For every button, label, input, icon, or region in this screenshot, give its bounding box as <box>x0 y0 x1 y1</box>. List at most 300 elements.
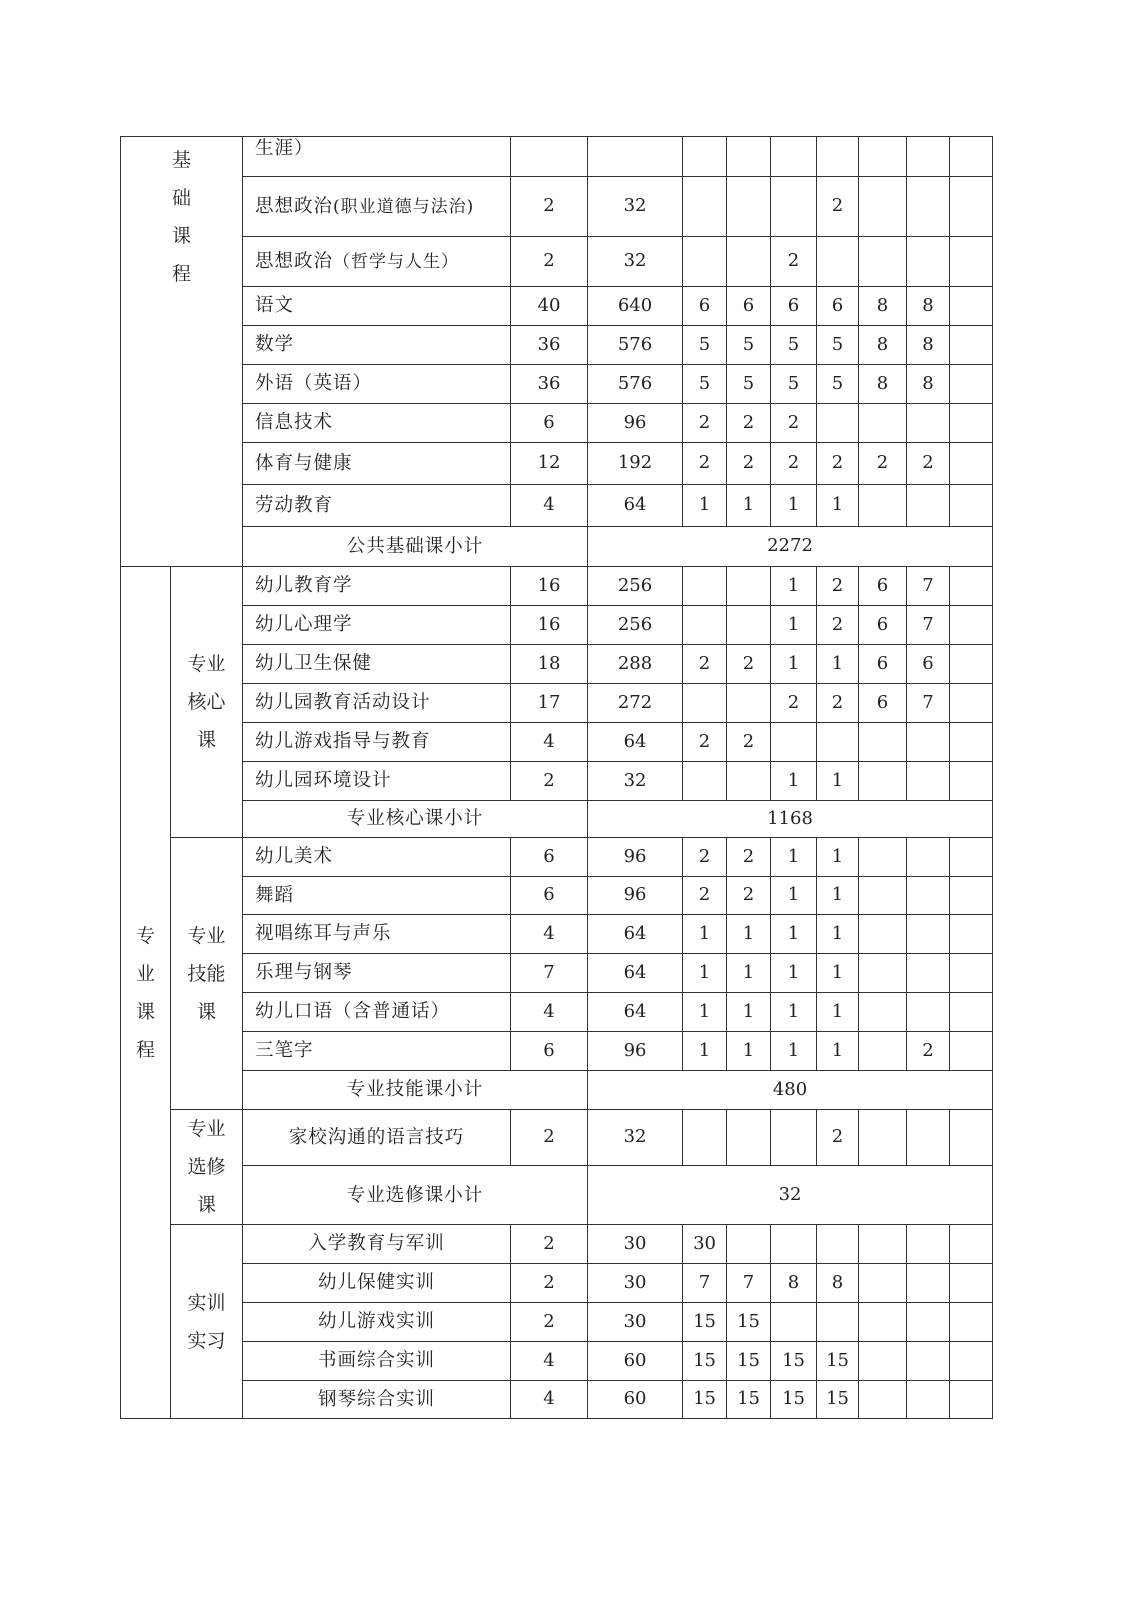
semester-2-cell <box>727 762 771 801</box>
credits-cell: 12 <box>511 443 588 485</box>
remark-cell <box>950 1303 993 1342</box>
category-cell-public <box>121 137 243 567</box>
semester-3-cell: 1 <box>771 645 817 684</box>
semester-1-cell: 2 <box>683 443 727 485</box>
semester-3-cell <box>771 1110 817 1166</box>
table-row <box>121 326 993 365</box>
table-row <box>121 838 993 877</box>
semester-1-cell: 1 <box>683 993 727 1032</box>
semester-2-cell: 5 <box>727 326 771 365</box>
semester-2-cell <box>727 1225 771 1264</box>
remark-cell <box>950 237 993 287</box>
semester-1-cell: 5 <box>683 326 727 365</box>
credits-cell: 4 <box>511 1342 588 1381</box>
category-label: 专 业 课 程 <box>135 924 155 1061</box>
semester-2-cell: 6 <box>727 287 771 326</box>
subtotal-label: 公共基础课小计 <box>243 527 588 567</box>
semester-4-cell: 8 <box>817 1264 859 1303</box>
credits-cell: 6 <box>511 404 588 443</box>
hours-cell: 96 <box>588 877 683 915</box>
hours-cell <box>588 137 683 177</box>
course-name-cell: 家校沟通的语言技巧 <box>243 1110 511 1166</box>
table-row <box>121 137 993 177</box>
semester-1-cell: 2 <box>683 723 727 762</box>
semester-1-cell: 7 <box>683 1264 727 1303</box>
course-name-cell <box>243 443 511 485</box>
table-row <box>121 1342 993 1381</box>
group-cell-elective <box>171 1110 243 1225</box>
hours-cell: 192 <box>588 443 683 485</box>
semester-4-cell <box>817 237 859 287</box>
semester-6-cell <box>907 485 950 527</box>
remark-cell <box>950 443 993 485</box>
table-row <box>121 287 993 326</box>
semester-4-cell: 2 <box>817 1110 859 1166</box>
semester-6-cell <box>907 723 950 762</box>
semester-3-cell: 2 <box>771 237 817 287</box>
remark-cell <box>950 1225 993 1264</box>
remark-cell <box>950 762 993 801</box>
credits-cell: 17 <box>511 684 588 723</box>
hours-cell: 32 <box>588 177 683 237</box>
table-row <box>121 645 993 684</box>
hours-cell: 60 <box>588 1381 683 1419</box>
semester-1-cell <box>683 237 727 287</box>
course-name-cell: 幼儿教育学 <box>243 567 511 606</box>
course-name-cell: 舞蹈 <box>243 877 511 915</box>
semester-5-cell <box>859 954 907 993</box>
semester-4-cell: 1 <box>817 838 859 877</box>
semester-4-cell: 2 <box>817 567 859 606</box>
remark-cell <box>950 1381 993 1419</box>
semester-3-cell <box>771 1225 817 1264</box>
course-name: 思想政治 <box>255 250 334 272</box>
table-row <box>121 1032 993 1071</box>
course-name-cell: 幼儿口语（含普通话） <box>243 993 511 1032</box>
course-name-cell: 幼儿心理学 <box>243 606 511 645</box>
semester-6-cell: 6 <box>907 645 950 684</box>
credits-cell: 2 <box>511 237 588 287</box>
credits-cell: 6 <box>511 838 588 877</box>
course-name: 外语（英语） <box>255 373 373 395</box>
remark-cell <box>950 1342 993 1381</box>
course-name-cell: 幼儿保健实训 <box>243 1264 511 1303</box>
semester-2-cell: 15 <box>727 1381 771 1419</box>
remark-cell <box>950 838 993 877</box>
semester-1-cell: 1 <box>683 915 727 954</box>
hours-cell: 64 <box>588 993 683 1032</box>
semester-4-cell: 1 <box>817 645 859 684</box>
semester-5-cell <box>859 177 907 237</box>
curriculum-table <box>120 136 993 1419</box>
semester-4-cell <box>817 137 859 177</box>
semester-1-cell: 30 <box>683 1225 727 1264</box>
hours-cell: 30 <box>588 1264 683 1303</box>
table-row <box>121 954 993 993</box>
semester-4-cell: 1 <box>817 1032 859 1071</box>
semester-2-cell: 1 <box>727 1032 771 1071</box>
semester-3-cell: 2 <box>771 684 817 723</box>
hours-cell: 640 <box>588 287 683 326</box>
semester-4-cell: 15 <box>817 1342 859 1381</box>
semester-6-cell: 8 <box>907 326 950 365</box>
hours-cell: 32 <box>588 762 683 801</box>
semester-3-cell: 1 <box>771 877 817 915</box>
semester-6-cell <box>907 838 950 877</box>
remark-cell <box>950 645 993 684</box>
course-name-cell <box>243 287 511 326</box>
group-cell-core <box>171 567 243 838</box>
semester-6-cell: 7 <box>907 567 950 606</box>
semester-5-cell: 8 <box>859 287 907 326</box>
course-name: 信息技术 <box>255 412 334 434</box>
remark-cell <box>950 365 993 404</box>
remark-cell <box>950 993 993 1032</box>
table-row <box>121 443 993 485</box>
semester-6-cell <box>907 404 950 443</box>
group-cell-skills <box>171 838 243 1110</box>
semester-2-cell: 1 <box>727 993 771 1032</box>
credits-cell: 36 <box>511 365 588 404</box>
credits-cell: 4 <box>511 723 588 762</box>
remark-cell <box>950 606 993 645</box>
semester-4-cell: 1 <box>817 993 859 1032</box>
semester-3-cell: 5 <box>771 365 817 404</box>
hours-cell: 96 <box>588 838 683 877</box>
semester-3-cell <box>771 1303 817 1342</box>
semester-2-cell <box>727 1110 771 1166</box>
semester-2-cell: 1 <box>727 485 771 527</box>
semester-5-cell <box>859 993 907 1032</box>
course-name-cell <box>243 137 511 177</box>
course-name-note: (职业道德与法治) <box>333 196 475 217</box>
semester-3-cell: 2 <box>771 443 817 485</box>
hours-cell: 272 <box>588 684 683 723</box>
semester-2-cell: 2 <box>727 645 771 684</box>
semester-3-cell <box>771 137 817 177</box>
semester-6-cell <box>907 993 950 1032</box>
semester-6-cell: 8 <box>907 365 950 404</box>
semester-6-cell <box>907 1342 950 1381</box>
remark-cell <box>950 485 993 527</box>
remark-cell <box>950 915 993 954</box>
hours-cell: 64 <box>588 954 683 993</box>
subtotal-row <box>121 1166 993 1225</box>
semester-3-cell: 1 <box>771 838 817 877</box>
semester-5-cell: 8 <box>859 326 907 365</box>
course-name-cell: 视唱练耳与声乐 <box>243 915 511 954</box>
semester-6-cell <box>907 1381 950 1419</box>
course-name: 体育与健康 <box>255 452 353 474</box>
semester-5-cell <box>859 237 907 287</box>
semester-1-cell <box>683 606 727 645</box>
semester-3-cell: 1 <box>771 485 817 527</box>
table-row <box>121 762 993 801</box>
semester-1-cell: 2 <box>683 404 727 443</box>
credits-cell: 6 <box>511 1032 588 1071</box>
remark-cell <box>950 287 993 326</box>
hours-cell: 60 <box>588 1342 683 1381</box>
semester-6-cell <box>907 177 950 237</box>
semester-5-cell <box>859 1342 907 1381</box>
semester-5-cell: 6 <box>859 645 907 684</box>
table-row <box>121 237 993 287</box>
table-row <box>121 485 993 527</box>
table-row <box>121 567 993 606</box>
semester-6-cell <box>907 954 950 993</box>
semester-5-cell <box>859 762 907 801</box>
semester-4-cell: 1 <box>817 762 859 801</box>
hours-cell: 64 <box>588 723 683 762</box>
semester-4-cell: 5 <box>817 365 859 404</box>
hours-cell: 30 <box>588 1303 683 1342</box>
course-name: 语文 <box>255 295 295 317</box>
semester-5-cell <box>859 404 907 443</box>
course-name-cell <box>243 365 511 404</box>
course-name-cell <box>243 237 511 287</box>
semester-4-cell: 5 <box>817 326 859 365</box>
course-name-cell <box>243 404 511 443</box>
semester-6-cell <box>907 237 950 287</box>
semester-4-cell <box>817 723 859 762</box>
group-label: 实训 实习 <box>187 1291 226 1352</box>
semester-6-cell <box>907 137 950 177</box>
semester-5-cell <box>859 1303 907 1342</box>
course-name-cell <box>243 177 511 237</box>
remark-cell <box>950 723 993 762</box>
course-name-note: （哲学与人生） <box>333 251 460 272</box>
course-name-cell: 幼儿美术 <box>243 838 511 877</box>
credits-cell: 4 <box>511 1381 588 1419</box>
hours-cell: 288 <box>588 645 683 684</box>
course-name-cell: 幼儿游戏实训 <box>243 1303 511 1342</box>
table-row <box>121 365 993 404</box>
remark-cell <box>950 1110 993 1166</box>
semester-3-cell: 1 <box>771 606 817 645</box>
table-row <box>121 606 993 645</box>
semester-3-cell: 1 <box>771 954 817 993</box>
hours-cell: 30 <box>588 1225 683 1264</box>
remark-cell <box>950 567 993 606</box>
credits-cell: 4 <box>511 485 588 527</box>
subtotal-label: 专业技能课小计 <box>243 1071 588 1110</box>
semester-5-cell <box>859 1110 907 1166</box>
hours-cell: 256 <box>588 567 683 606</box>
semester-1-cell <box>683 177 727 237</box>
remark-cell <box>950 684 993 723</box>
remark-cell <box>950 954 993 993</box>
semester-5-cell <box>859 915 907 954</box>
course-name-cell: 幼儿园教育活动设计 <box>243 684 511 723</box>
semester-6-cell: 2 <box>907 443 950 485</box>
semester-3-cell: 1 <box>771 1032 817 1071</box>
subtotal-label: 专业核心课小计 <box>243 801 588 838</box>
table-row <box>121 723 993 762</box>
course-name: 数学 <box>255 334 295 356</box>
semester-5-cell: 6 <box>859 606 907 645</box>
semester-5-cell: 6 <box>859 567 907 606</box>
category-cell-professional <box>121 567 171 1419</box>
semester-1-cell: 1 <box>683 954 727 993</box>
semester-5-cell: 8 <box>859 365 907 404</box>
semester-4-cell: 2 <box>817 443 859 485</box>
semester-4-cell: 2 <box>817 606 859 645</box>
semester-3-cell: 15 <box>771 1381 817 1419</box>
semester-4-cell <box>817 1303 859 1342</box>
course-name: 思想政治 <box>255 195 334 217</box>
credits-cell: 2 <box>511 1303 588 1342</box>
semester-2-cell: 1 <box>727 915 771 954</box>
semester-3-cell: 1 <box>771 567 817 606</box>
semester-4-cell: 1 <box>817 915 859 954</box>
remark-cell <box>950 177 993 237</box>
semester-2-cell <box>727 606 771 645</box>
semester-5-cell <box>859 838 907 877</box>
semester-4-cell: 2 <box>817 684 859 723</box>
group-label: 专业 选修 课 <box>187 1118 226 1216</box>
semester-2-cell <box>727 237 771 287</box>
semester-4-cell <box>817 404 859 443</box>
semester-3-cell: 8 <box>771 1264 817 1303</box>
remark-cell <box>950 326 993 365</box>
semester-6-cell <box>907 1110 950 1166</box>
course-name: 生涯） <box>255 138 314 159</box>
semester-6-cell <box>907 1225 950 1264</box>
course-name-cell: 书画综合实训 <box>243 1342 511 1381</box>
credits-cell: 2 <box>511 1264 588 1303</box>
semester-2-cell: 2 <box>727 404 771 443</box>
semester-1-cell <box>683 137 727 177</box>
semester-3-cell: 2 <box>771 404 817 443</box>
semester-2-cell: 15 <box>727 1342 771 1381</box>
semester-5-cell <box>859 1264 907 1303</box>
subtotal-row <box>121 1071 993 1110</box>
semester-2-cell: 1 <box>727 954 771 993</box>
semester-1-cell: 1 <box>683 1032 727 1071</box>
semester-3-cell: 1 <box>771 915 817 954</box>
semester-1-cell: 15 <box>683 1381 727 1419</box>
semester-1-cell: 2 <box>683 645 727 684</box>
subtotal-row <box>121 801 993 838</box>
curriculum-table-body <box>121 137 993 1419</box>
semester-1-cell: 2 <box>683 838 727 877</box>
subtotal-value: 2272 <box>588 527 993 567</box>
semester-1-cell: 6 <box>683 287 727 326</box>
semester-1-cell <box>683 684 727 723</box>
hours-cell: 256 <box>588 606 683 645</box>
course-name-cell: 乐理与钢琴 <box>243 954 511 993</box>
semester-2-cell <box>727 567 771 606</box>
credits-cell: 16 <box>511 606 588 645</box>
table-row <box>121 684 993 723</box>
semester-3-cell: 6 <box>771 287 817 326</box>
semester-1-cell <box>683 567 727 606</box>
credits-cell: 2 <box>511 1110 588 1166</box>
semester-6-cell <box>907 915 950 954</box>
subtotal-label: 专业选修课小计 <box>243 1166 588 1225</box>
semester-2-cell <box>727 684 771 723</box>
semester-6-cell: 2 <box>907 1032 950 1071</box>
semester-2-cell: 5 <box>727 365 771 404</box>
credits-cell: 36 <box>511 326 588 365</box>
semester-6-cell <box>907 762 950 801</box>
course-name-cell: 钢琴综合实训 <box>243 1381 511 1419</box>
subtotal-value: 1168 <box>588 801 993 838</box>
semester-5-cell <box>859 137 907 177</box>
group-label: 专业 技能 课 <box>187 924 226 1023</box>
subtotal-value: 32 <box>588 1166 993 1225</box>
table-row <box>121 1381 993 1419</box>
semester-1-cell: 15 <box>683 1303 727 1342</box>
semester-5-cell: 6 <box>859 684 907 723</box>
credits-cell: 2 <box>511 1225 588 1264</box>
semester-4-cell: 1 <box>817 954 859 993</box>
hours-cell: 32 <box>588 237 683 287</box>
course-name-cell: 三笔字 <box>243 1032 511 1071</box>
group-label: 专业 核心 课 <box>187 653 226 751</box>
semester-4-cell <box>817 1225 859 1264</box>
course-name-cell <box>243 326 511 365</box>
remark-cell <box>950 877 993 915</box>
semester-1-cell: 2 <box>683 877 727 915</box>
hours-cell: 576 <box>588 365 683 404</box>
semester-1-cell: 5 <box>683 365 727 404</box>
semester-2-cell <box>727 177 771 237</box>
credits-cell: 6 <box>511 877 588 915</box>
semester-5-cell <box>859 485 907 527</box>
semester-1-cell: 1 <box>683 485 727 527</box>
semester-5-cell <box>859 723 907 762</box>
remark-cell <box>950 1032 993 1071</box>
semester-4-cell: 1 <box>817 877 859 915</box>
semester-4-cell: 6 <box>817 287 859 326</box>
hours-cell: 96 <box>588 1032 683 1071</box>
semester-6-cell: 8 <box>907 287 950 326</box>
table-row <box>121 993 993 1032</box>
semester-5-cell <box>859 1032 907 1071</box>
course-name-cell <box>243 485 511 527</box>
semester-3-cell <box>771 177 817 237</box>
semester-3-cell: 15 <box>771 1342 817 1381</box>
semester-1-cell: 15 <box>683 1342 727 1381</box>
hours-cell: 64 <box>588 915 683 954</box>
credits-cell: 7 <box>511 954 588 993</box>
table-row <box>121 177 993 237</box>
hours-cell: 64 <box>588 485 683 527</box>
semester-5-cell <box>859 1225 907 1264</box>
table-row <box>121 1303 993 1342</box>
table-row <box>121 877 993 915</box>
course-name-cell: 幼儿游戏指导与教育 <box>243 723 511 762</box>
credits-cell: 4 <box>511 993 588 1032</box>
course-name: 劳动教育 <box>255 494 334 516</box>
remark-cell <box>950 137 993 177</box>
group-cell-practice <box>171 1225 243 1419</box>
semester-3-cell: 5 <box>771 326 817 365</box>
semester-6-cell <box>907 1303 950 1342</box>
hours-cell: 576 <box>588 326 683 365</box>
remark-cell <box>950 1264 993 1303</box>
credits-cell: 16 <box>511 567 588 606</box>
hours-cell: 96 <box>588 404 683 443</box>
category-label: 基 础 课 程 <box>172 149 192 285</box>
credits-cell: 4 <box>511 915 588 954</box>
semester-2-cell: 2 <box>727 838 771 877</box>
credits-cell: 40 <box>511 287 588 326</box>
subtotal-row <box>121 527 993 567</box>
credits-cell: 2 <box>511 177 588 237</box>
credits-cell: 18 <box>511 645 588 684</box>
